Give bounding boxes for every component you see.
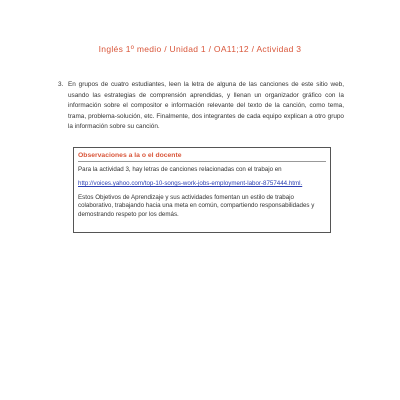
activity-item bbox=[58, 80, 344, 133]
activity-text: En grupos de cuatro estudiantes, leen la letra de alguna de las canciones de este sitio web, usando las estrategias de comprensión aprendidas, y llenan un organizador gráfico con la información sobre el compositor e información relevante del texto de la canción, como tema, trama, problema-solución, etc. Finalmente, dos integrantes de cada equipo explican a otro grupo la información sobre su canción. bbox=[68, 81, 344, 131]
teacher-notes-closing: Estos Objetivos de Aprendizaje y sus actividades fomentan un estilo de trabajo colaborativo, trabajando hacia una meta en común, compartiendo responsabilidades y demostrando respeto por los demás. bbox=[78, 193, 315, 219]
teacher-notes-box bbox=[73, 147, 331, 233]
title-divider bbox=[78, 161, 326, 162]
page-title: Inglés 1º medio / Unidad 1 / OA11;12 / Actividad 3 bbox=[98, 44, 302, 54]
songs-link[interactable]: http://voices.yahoo.com/top-10-songs-work-jobs-employment-labor-8757444.html. bbox=[78, 179, 303, 187]
teacher-notes-title: Observaciones a la o el docente bbox=[78, 152, 182, 159]
activity-number: 3. bbox=[58, 81, 64, 88]
teacher-notes-intro: Para la actividad 3, hay letras de canciones relacionadas con el trabajo en bbox=[78, 166, 282, 173]
teacher-notes-link-paragraph bbox=[78, 180, 326, 189]
